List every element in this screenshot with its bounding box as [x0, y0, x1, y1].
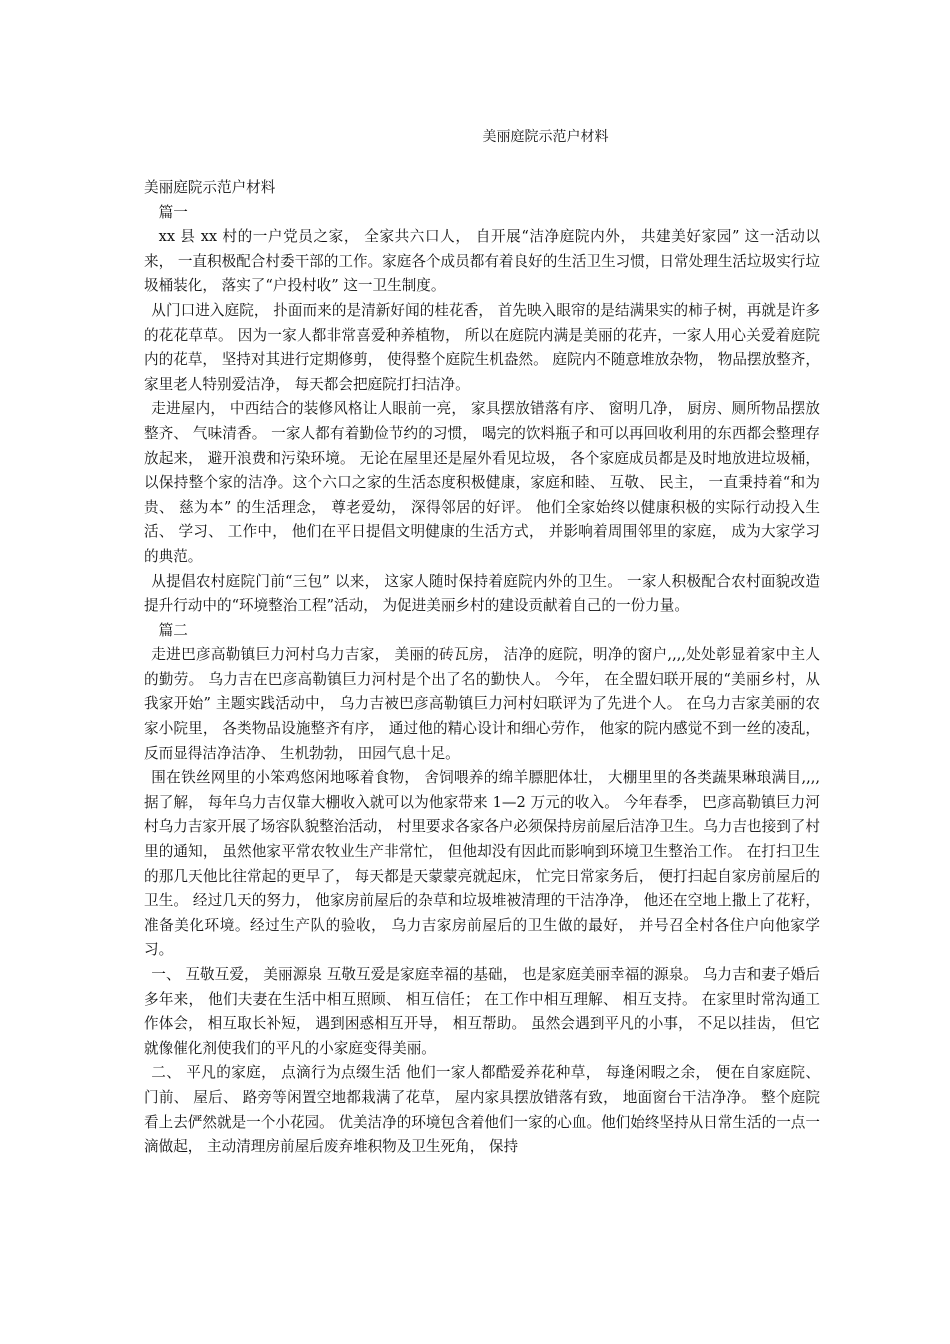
document-subtitle: 美丽庭院示范户材料	[144, 179, 276, 196]
paragraph-2-3: 一、 互敬互爱， 美丽源泉 互敬互爱是家庭幸福的基础， 也是家庭美丽幸福的源泉。 乌力吉和妻子婚后多年来， 他们夫妻在生活中相互照顾、 相互信任； 在工作中相互理解、 相互支持。 在家里时常沟通工作体会， 相互取长补短， 遇到困惑相互开导， 相互帮助。 虽然会遇到平凡的小事， 不足以挂齿， 但它就像催化剂使我们的平凡的小家庭变得美丽。	[144, 966, 820, 1057]
paragraph-2-2: 围在铁丝网里的小笨鸡悠闲地啄着食物， 舍饲喂养的绵羊膘肥体壮， 大棚里里的各类蔬果琳琅满目,,,,据了解， 每年乌力吉仅靠大棚收入就可以为他家带来 1—2 万元的收入。 今年春季， 巴彦高勒镇巨力河村乌力吉家开展了场容队貌整治活动， 村里要求各家各户必须保持房前屋后洁净卫生。乌力吉也接到了村里的通知， 虽然他家平常农牧业生产非常忙， 但他却没有因此而影响到环境卫生整治工作。 在打扫卫生的那几天他比往常起的更早了， 每天都是天蒙蒙亮就起床， 忙完日常家务后， 便打扫起自家房前屋后的卫生。 经过几天的努力， 他家房前屋后的杂草和垃圾堆被清理的干洁净净， 他还在空地上撒上了花籽， 准备美化环境。经过生产队的验收， 乌力吉家房前屋后的卫生做的最好， 并号召全村各住户向他家学习。	[144, 769, 820, 959]
section-heading-1: 篇一	[158, 203, 188, 221]
section-heading-2: 篇二	[158, 621, 188, 639]
paragraph-2-1: 走进巴彦高勒镇巨力河村乌力吉家， 美丽的砖瓦房， 洁净的庭院，明净的窗户,,,,处处彰显着家中主人的勤劳。 乌力吉在巴彦高勒镇巨力河村是个出了名的勤快人。 今年， 在全盟妇联开展的“美丽乡村，从我家开始” 主题实践活动中， 乌力吉被巴彦高勒镇巨力河村妇联评为了先进个人。 在乌力吉家美丽的农家小院里， 各类物品设施整齐有序， 通过他的精心设计和细心劳作， 他家的院内感觉不到一丝的凌乱，反而显得洁净洁净、 生机勃勃， 田园气息十足。	[144, 646, 820, 762]
paragraph-2-4: 二、 平凡的家庭， 点滴行为点缀生活 他们一家人都酷爱养花种草， 每逢闲暇之余， 便在自家庭院、 门前、 屋后、 路旁等闲置空地都栽满了花草， 屋内家具摆放错落有致， 地面窗台干洁净净。 整个庭院看上去俨然就是一个小花园。 优美洁净的环境包含着他们一家的心血。他们始终坚持从日常生活的一点一滴做起， 主动清理房前屋后废弃堆积物及卫生死角， 保持	[144, 1064, 820, 1156]
paragraph-1-2: 从门口进入庭院， 扑面而来的是清新好闻的桂花香， 首先映入眼帘的是结满果实的柿子树，再就是许多的花花草草。 因为一家人都非常喜爱种养植物， 所以在庭院内满是美丽的花卉，一家人用心关爱着庭院内的花草， 坚持对其进行定期修剪， 使得整个庭院生机盎然。 庭院内不随意堆放杂物， 物品摆放整齐， 家里老人特别爱洁净， 每天都会把庭院打扫洁净。	[144, 301, 820, 393]
paragraph-1-4: 从提倡农村庭院门前“三包” 以来， 这家人随时保持着庭院内外的卫生。 一家人积极配合农村面貌改造提升行动中的“环境整治工程”活动， 为促进美丽乡村的建设贡献着自己的一份力量。	[144, 572, 820, 615]
document-title: 美丽庭院示范户材料	[482, 129, 609, 145]
paragraph-1-1: xx 县 xx 村的一户党员之家， 全家共六口人， 自开展“洁净庭院内外， 共建美好家园” 这一活动以来， 一直积极配合村委干部的工作。家庭各个成员都有着良好的生活卫生习惯，日常处理生活垃圾实行垃圾桶装化， 落实了“户投村收” 这一卫生制度。	[144, 228, 820, 295]
paragraph-1-3: 走进屋内， 中西结合的装修风格让人眼前一亮， 家具摆放错落有序、 窗明几净， 厨房、厕所物品摆放整齐、 气味清香。 一家人都有着勤俭节约的习惯， 喝完的饮料瓶子和可以再回收利用的东西都会整理存放起来， 避开浪费和污染环境。 无论在屋里还是屋外看见垃圾， 各个家庭成员都是及时地放进垃圾桶， 以保持整个家的洁净。这个六口之家的生活态度积极健康，家庭和睦、 互敬、 民主， 一直秉持着“和为贵、 慈为本” 的生活理念， 尊老爱幼， 深得邻居的好评。 他们全家始终以健康积极的实际行动投入生活、 学习、 工作中， 他们在平日提倡文明健康的生活方式， 并影响着周围邻里的家庭， 成为大家学习的典范。	[144, 400, 820, 565]
document-body	[144, 176, 820, 1160]
